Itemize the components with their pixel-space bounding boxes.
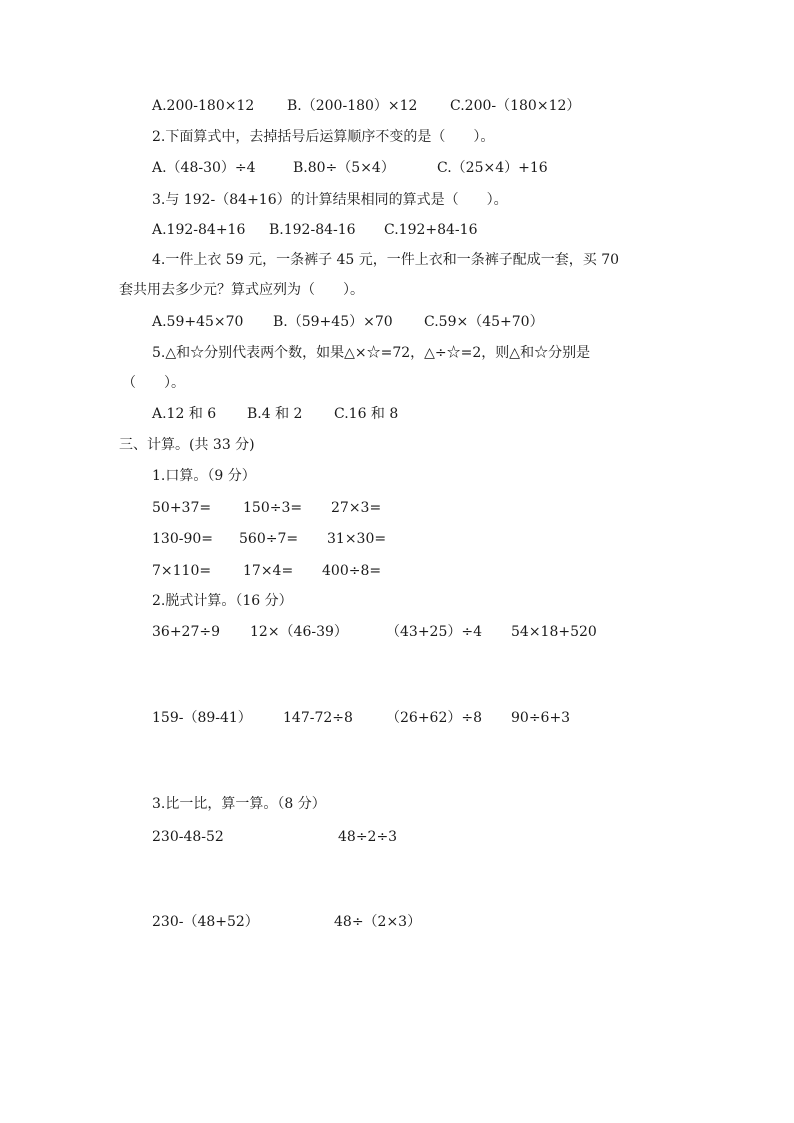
- oral-calc-item: 130-90=: [152, 531, 213, 547]
- q1-option-b: B.（200-180）×12: [287, 98, 418, 114]
- step-calc-item: （26+62）÷8: [386, 710, 482, 726]
- part3-title: 3.比一比，算一算。（8 分）: [152, 796, 326, 812]
- compare-calc-item: 230-（48+52）: [152, 914, 259, 930]
- q3-option-a: A.192-84+16: [152, 222, 246, 238]
- section3-title: 三、计算。(共 33 分): [119, 437, 255, 453]
- oral-calc-item: 31×30=: [327, 531, 387, 547]
- q3-option-b: B.192-84-16: [269, 222, 356, 238]
- q4-stem-line2: 套共用去多少元？算式应列为（ ）。: [119, 282, 364, 298]
- q5-option-a: A.12 和 6: [152, 406, 217, 422]
- q5-option-c: C.16 和 8: [334, 406, 399, 422]
- compare-calc-item: 48÷（2×3）: [334, 914, 422, 930]
- q4-option-a: A.59+45×70: [152, 314, 244, 330]
- step-calc-item: 90÷6+3: [511, 710, 571, 726]
- oral-calc-item: 17×4=: [243, 563, 294, 579]
- q2-stem: 2.下面算式中，去掉括号后运算顺序不变的是（ ）。: [152, 129, 495, 145]
- oral-calc-item: 400÷8=: [322, 563, 382, 579]
- step-calc-item: 147-72÷8: [283, 710, 353, 726]
- step-calc-item: （43+25）÷4: [386, 624, 482, 640]
- oral-calc-item: 7×110=: [152, 563, 212, 579]
- oral-calc-item: 27×3=: [331, 500, 382, 516]
- q5-stem-line2: （ ）。: [122, 375, 185, 391]
- q3-option-c: C.192+84-16: [384, 222, 478, 238]
- step-calc-item: 12×（46-39）: [250, 624, 348, 640]
- step-calc-item: 159-（89-41）: [152, 710, 252, 726]
- q3-stem: 3.与 192-（84+16）的计算结果相同的算式是（ ）。: [152, 192, 508, 208]
- compare-calc-item: 48÷2÷3: [338, 829, 398, 845]
- q4-option-b: B.（59+45）×70: [273, 314, 393, 330]
- q5-option-b: B.4 和 2: [247, 406, 303, 422]
- step-calc-item: 36+27÷9: [152, 624, 220, 640]
- q4-stem-line1: 4.一件上衣 59 元，一条裤子 45 元，一件上衣和一条裤子配成一套，买 70: [152, 252, 620, 268]
- part2-title: 2.脱式计算。（16 分）: [152, 593, 293, 609]
- part1-title: 1.口算。（9 分）: [152, 468, 256, 484]
- q2-option-c: C.（25×4）+16: [437, 160, 548, 176]
- q2-option-a: A.（48-30）÷4: [152, 160, 256, 176]
- oral-calc-item: 50+37=: [152, 500, 212, 516]
- compare-calc-item: 230-48-52: [152, 829, 224, 845]
- q1-option-c: C.200-（180×12）: [450, 98, 581, 114]
- q1-option-a: A.200-180×12: [152, 98, 255, 114]
- q5-stem-line1: 5.△和☆分别代表两个数，如果△×☆=72，△÷☆=2，则△和☆分别是: [152, 345, 591, 361]
- oral-calc-item: 560÷7=: [239, 531, 299, 547]
- q4-option-c: C.59×（45+70）: [424, 314, 544, 330]
- q2-option-b: B.80÷（5×4）: [293, 160, 395, 176]
- step-calc-item: 54×18+520: [511, 624, 597, 640]
- oral-calc-item: 150÷3=: [243, 500, 303, 516]
